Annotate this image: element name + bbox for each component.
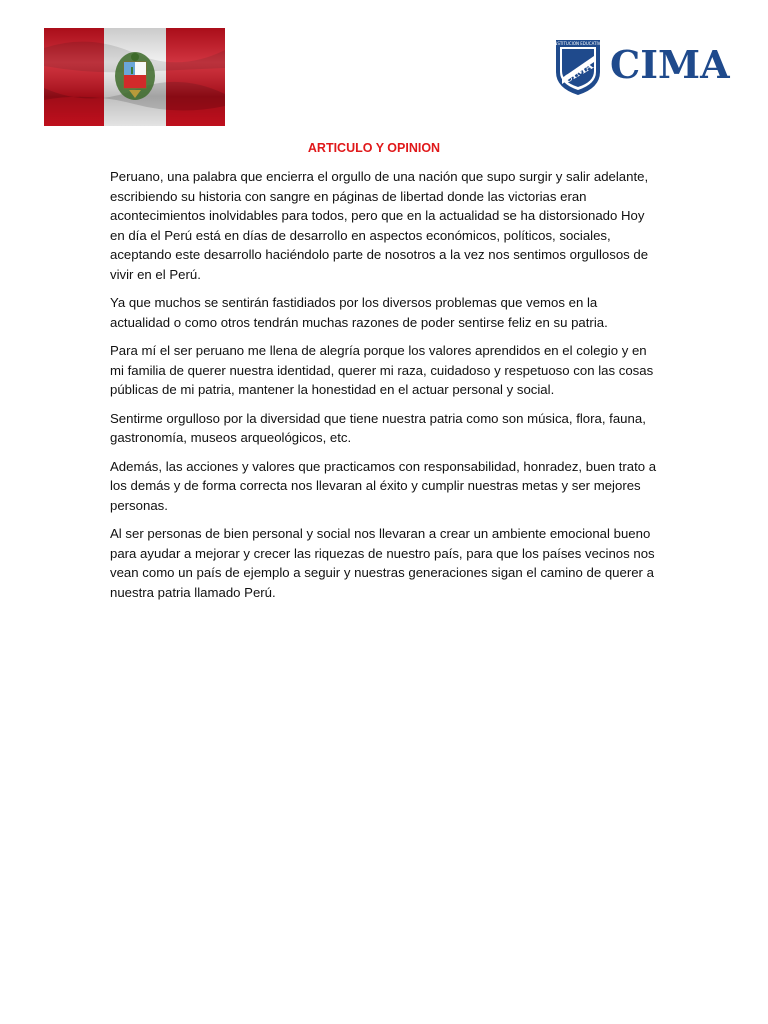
cima-logo: [554, 38, 734, 98]
paragraph: Sentirme orgulloso por la diversidad que tiene nuestra patria como son música, flora, fauna, gastronomía, museos arqueológicos, etc.: [110, 410, 646, 445]
paragraph: Ya que muchos se sentirán fastidiados por los diversos problemas que vemos en la actualidad o como otros tendrán muchas razones de poder sentirse feliz en su patria.: [110, 295, 608, 330]
document-body: [110, 167, 658, 611]
svg-text:CIMA: CIMA: [562, 60, 596, 86]
paragraph: Al ser personas de bien personal y social nos llevaran a crear un ambiente emocional bueno para ayudar a mejorar y crecer las riquezas de nuestro país, para que los países vecinos nos vean como un país de ejemplo a seguir y nuestras generaciones sigan el camino de querer a nuestra patria llamado Perú.: [110, 526, 655, 600]
paragraph: Además, las acciones y valores que practicamos con responsabilidad, honradez, buen trato a los demás y de forma correcta nos llevaran al éxito y cumplir nuestras metas y ser mejores personas.: [110, 458, 657, 513]
peru-flag-icon: [44, 28, 225, 126]
paragraph: Peruano, una palabra que encierra el orgullo de una nación que supo surgir y salir adelante, escribiendo su historia con sangre en páginas de libertad donde las victorias eran acontecimientos inolvidables para todos, pero que en la actualidad se ha distorsionado Hoy en día el Perú está en días de desarrollo en aspectos económicos, políticos, sociales, aceptando este desarrollo haciéndolo parte de nosotros a la vez nos sentimos orgullosos de vivir en el Perú.: [110, 169, 649, 282]
cima-shield-icon: [554, 38, 602, 96]
brand-name: CIMA: [610, 42, 730, 87]
paragraph: Para mí el ser peruano me llena de alegría porque los valores aprendidos en el colegio y en mi familia de querer nuestra identidad, querer mi raza, cuidadoso y respetuoso con las cosas públicas de mi patria, mantener la honestidad en el actuar personal y social.: [110, 343, 654, 397]
document-title: ARTICULO Y OPINION: [307, 141, 441, 155]
svg-text:INSTITUCION EDUCATIVA: INSTITUCION EDUCATIVA: [554, 41, 602, 46]
